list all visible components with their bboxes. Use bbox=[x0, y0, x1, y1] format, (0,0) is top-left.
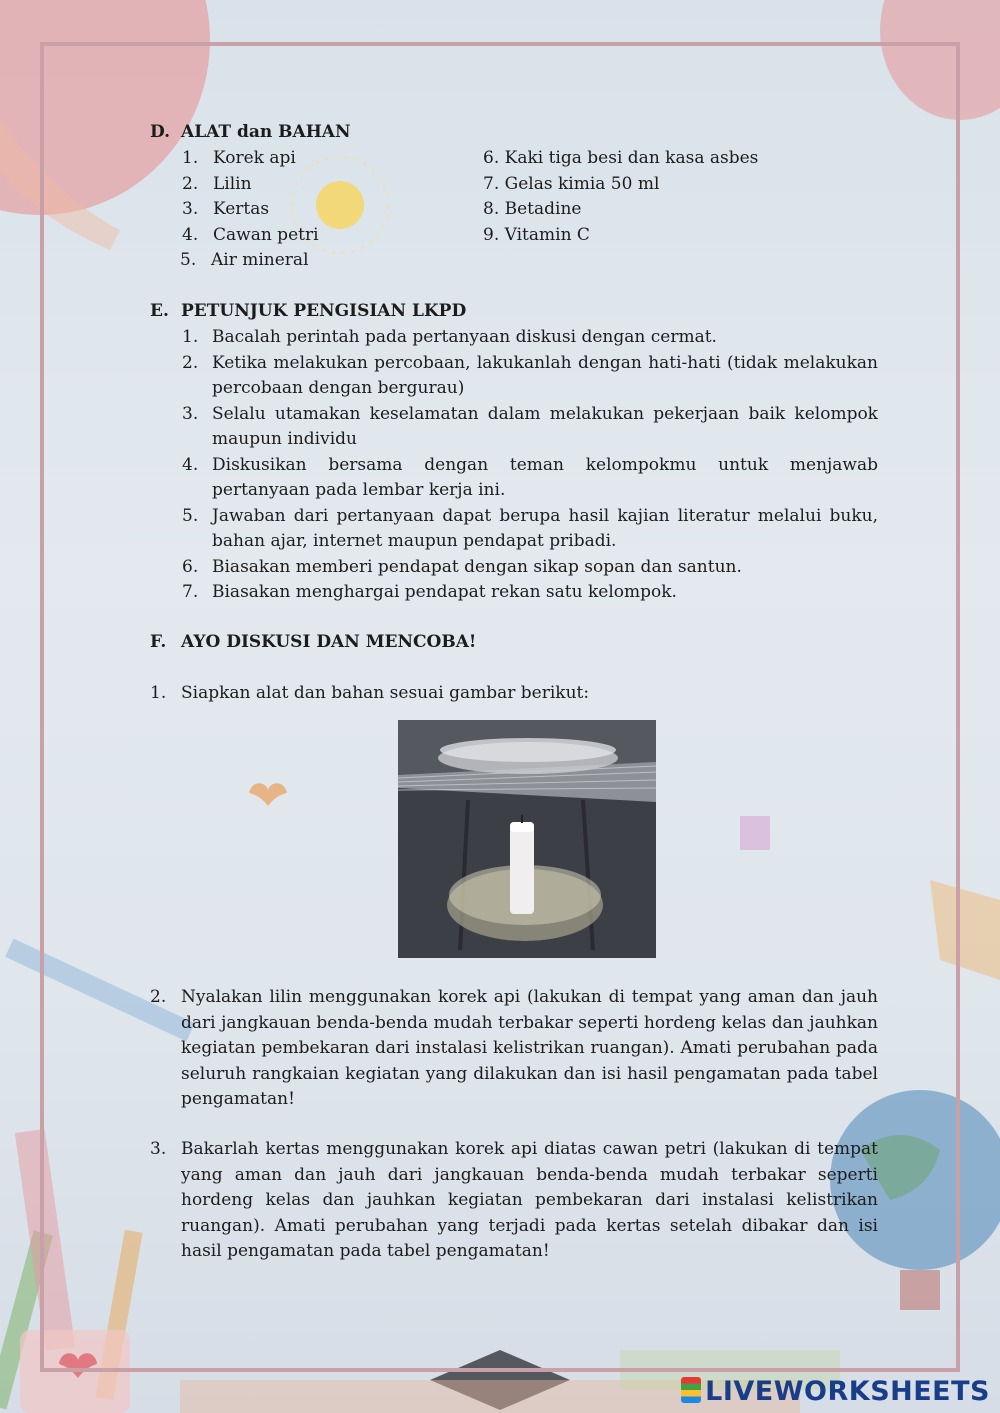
liveworksheets-logo-icon bbox=[681, 1377, 701, 1403]
section-d-heading bbox=[150, 120, 351, 146]
item-number: 4. bbox=[182, 224, 199, 245]
list-item bbox=[182, 223, 319, 249]
list-item bbox=[182, 146, 319, 172]
section-title: AYO DISKUSI DAN MENCOBA! bbox=[181, 632, 477, 652]
item-text: Korek api bbox=[213, 148, 296, 168]
item-number: 5. bbox=[180, 250, 197, 270]
activity-2 bbox=[150, 985, 878, 1113]
list-item bbox=[182, 325, 878, 351]
section-f-heading bbox=[150, 630, 476, 656]
list-item bbox=[182, 555, 878, 581]
liveworksheets-brand[interactable] bbox=[681, 1376, 990, 1407]
item-text: Siapkan alat dan bahan sesuai gambar berikut: bbox=[181, 683, 590, 703]
item-text: Air mineral bbox=[211, 250, 309, 270]
tools-list-left bbox=[182, 146, 319, 274]
list-item: 8. Betadine bbox=[483, 199, 582, 219]
item-number: 2. bbox=[150, 987, 167, 1007]
candle-setup-illustration bbox=[398, 720, 656, 958]
item-text: Selalu utamakan keselamatan dalam melakukan pekerjaan baik kelompok maupun individu bbox=[212, 403, 878, 449]
list-item: 7. Gelas kimia 50 ml bbox=[483, 173, 660, 194]
list-item: 9. Vitamin C bbox=[483, 224, 590, 245]
item-number: 7. bbox=[182, 582, 199, 602]
item-number: 1. bbox=[150, 683, 167, 703]
item-text: Jawaban dari pertanyaan dapat berupa hasil kajian literatur melalui buku, bahan ajar, internet maupun pendapat pribadi. bbox=[212, 505, 878, 551]
instructions-list bbox=[182, 325, 878, 606]
brand-text: LIVEWORKSHEETS bbox=[705, 1376, 990, 1407]
list-item bbox=[182, 580, 878, 606]
activity-3 bbox=[150, 1137, 878, 1265]
list-item bbox=[182, 402, 878, 453]
item-number: 3. bbox=[182, 403, 199, 424]
item-number: 1. bbox=[182, 327, 199, 347]
activity-1 bbox=[150, 681, 878, 707]
item-number: 5. bbox=[182, 505, 199, 526]
experiment-photo bbox=[398, 720, 656, 958]
item-text: Bacalah perintah pada pertanyaan diskusi dengan cermat. bbox=[212, 327, 717, 347]
item-number: 6. bbox=[182, 556, 199, 577]
tools-list-right bbox=[483, 146, 758, 248]
item-text: Kertas bbox=[213, 199, 270, 219]
item-number: 1. bbox=[182, 148, 199, 168]
section-letter: E. bbox=[150, 301, 169, 321]
item-number: 3. bbox=[182, 199, 199, 219]
item-text: Cawan petri bbox=[213, 224, 319, 245]
list-item bbox=[182, 504, 878, 555]
item-text: Nyalakan lilin menggunakan korek api (lakukan di tempat yang aman dan jauh dari jangkauan benda-benda mudah terbakar seperti hordeng kelas dan jauhkan kegiatan pembekaran dari instalasi kelistrikan ruangan). Amati perubahan pada seluruh rangkaian kegiatan yang dilakukan dan isi hasil pengamatan pada tabel pengamatan! bbox=[181, 987, 878, 1109]
list-item: 6. Kaki tiga besi dan kasa asbes bbox=[483, 148, 759, 168]
item-number: 2. bbox=[182, 352, 199, 373]
item-number: 3. bbox=[150, 1139, 167, 1159]
item-text: Lilin bbox=[213, 173, 252, 194]
item-text: Biasakan menghargai pendapat rekan satu kelompok. bbox=[212, 582, 677, 602]
item-text: Ketika melakukan percobaan, lakukanlah dengan hati-hati (tidak melakukan percobaan dengan bergurau) bbox=[212, 352, 878, 398]
list-item bbox=[182, 172, 319, 198]
list-item bbox=[180, 248, 319, 274]
section-title: ALAT dan BAHAN bbox=[181, 122, 351, 142]
section-e-heading bbox=[150, 299, 466, 325]
list-item bbox=[182, 351, 878, 402]
item-text: Bakarlah kertas menggunakan korek api diatas cawan petri (lakukan di tempat yang aman dan jauh dari jangkauan benda-benda mudah terbakar seperti hordeng kelas dan jauhkan kegiatan pembekaran dari instalasi kelistrikan ruangan). Amati perubahan yang terjadi pada kertas setelah dibakar dan isi hasil pengamatan pada tabel pengamatan! bbox=[181, 1139, 878, 1261]
section-letter: D. bbox=[150, 122, 171, 142]
section-letter: F. bbox=[150, 632, 167, 652]
item-number: 4. bbox=[182, 454, 199, 475]
list-item bbox=[182, 197, 319, 223]
list-item bbox=[182, 453, 878, 504]
item-text: Biasakan memberi pendapat dengan sikap sopan dan santun. bbox=[212, 556, 742, 577]
item-text: Diskusikan bersama dengan teman kelompokmu untuk menjawab pertanyaan pada lembar kerja ini. bbox=[212, 454, 878, 500]
item-number: 2. bbox=[182, 173, 199, 194]
section-title: PETUNJUK PENGISIAN LKPD bbox=[181, 301, 467, 321]
